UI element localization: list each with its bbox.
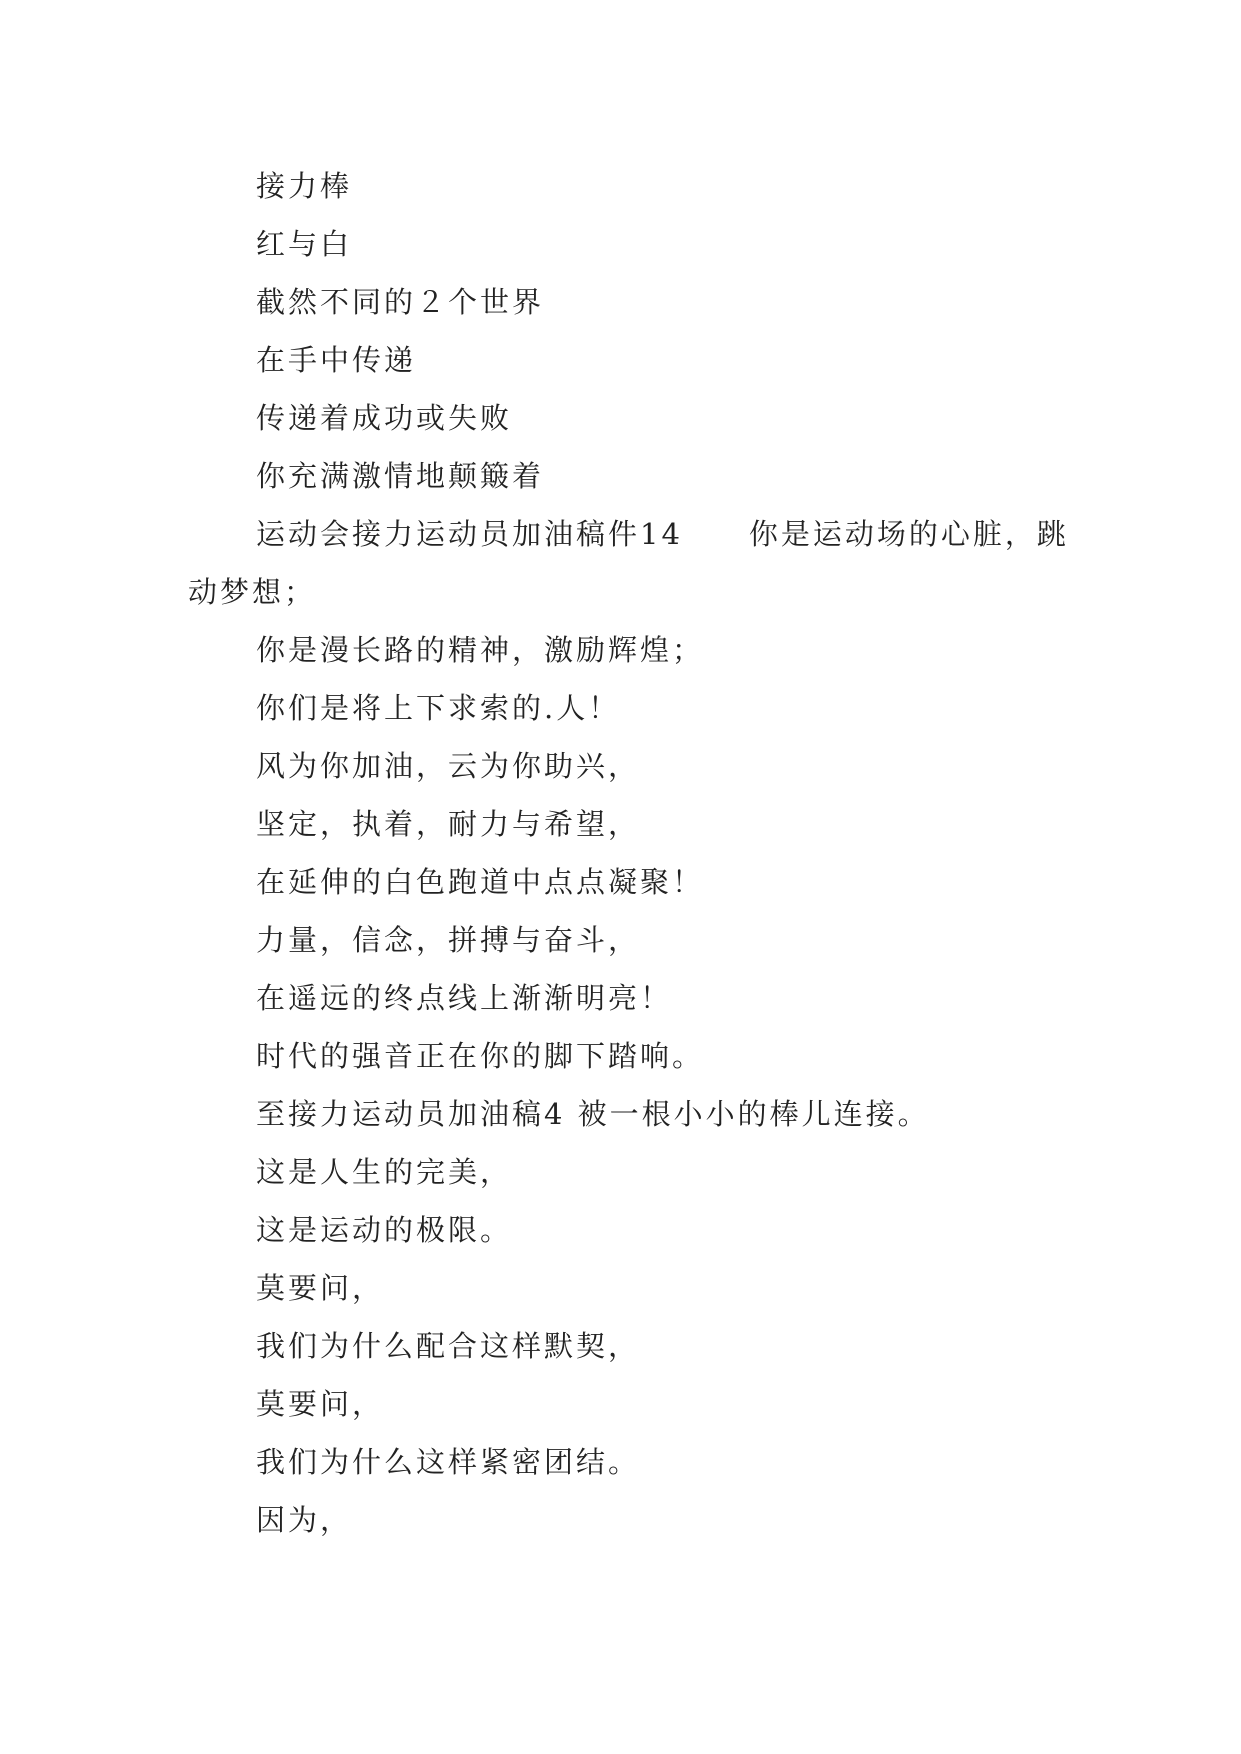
text-line: 传递着成功或失败 <box>256 401 513 435</box>
text-line: 你是漫长路的精神，激励辉煌； <box>256 633 705 667</box>
text-line: 你们是将上下求索的.人！ <box>256 691 621 725</box>
mixed-paragraph <box>188 505 1088 621</box>
text-line: 你充满激情地颠簸着 <box>256 459 545 493</box>
text-line: 这是运动的极限。 <box>256 1213 513 1247</box>
text-line: 莫要问， <box>256 1387 385 1421</box>
text-line: 在遥远的终点线上渐渐明亮！ <box>256 981 673 1015</box>
mixed-paragraph-part-b: 你是运动场的心脏，跳动梦想； <box>188 517 1069 609</box>
document-body <box>188 157 1088 1549</box>
text-line: 至接力运动员加油稿4 被一根小小的棒儿连接。 <box>256 1097 930 1131</box>
text-line: 我们为什么配合这样默契， <box>256 1329 641 1363</box>
text-line: 这是人生的完美， <box>256 1155 513 1189</box>
text-line: 接力棒 <box>256 169 353 203</box>
text-line: 时代的强音正在你的脚下踏响。 <box>256 1039 705 1073</box>
text-line: 莫要问， <box>256 1271 385 1305</box>
text-line: 力量，信念，拼搏与奋斗， <box>256 923 641 957</box>
text-line: 在延伸的白色跑道中点点凝聚！ <box>256 865 705 899</box>
text-line: 在手中传递 <box>256 343 417 377</box>
text-line: 因为， <box>256 1503 353 1537</box>
text-line: 我们为什么这样紧密团结。 <box>256 1445 641 1479</box>
text-line: 红与白 <box>256 227 353 261</box>
mixed-paragraph-part-a: 运动会接力运动员加油稿件14 <box>256 517 683 551</box>
text-line: 坚定，执着，耐力与希望， <box>256 807 641 841</box>
text-line: 截然不同的２个世界 <box>256 285 545 319</box>
text-line: 风为你加油，云为你助兴， <box>256 749 641 783</box>
